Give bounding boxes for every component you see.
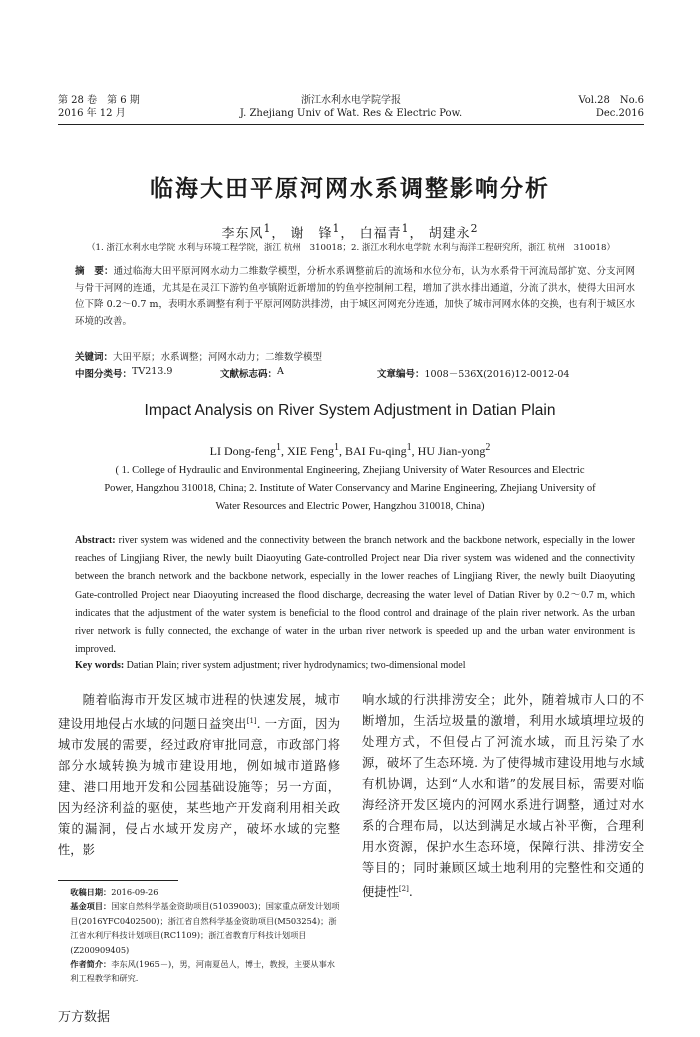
article-number: 文章编号： 1008－536X(2016)12-0012-04: [377, 369, 570, 380]
abstract-en-label: Abstract:: [75, 535, 116, 546]
keywords-cn: [75, 349, 635, 363]
author-name: 胡建永: [428, 226, 471, 242]
author-affil-mark: 2: [485, 442, 491, 453]
abstract-en: [75, 532, 635, 659]
footnote-rule: [58, 880, 178, 881]
author-name-en: BAI Fu-qing: [344, 444, 407, 458]
author-name-en: XIE Feng: [286, 444, 334, 458]
clc-number: 中图分类号： TV213.9: [75, 366, 173, 380]
author-affil-mark: 1: [275, 442, 281, 453]
author-affil-mark: 1: [263, 222, 272, 235]
paper-title-cn: 临海大田平原河网水系调整影响分析: [150, 176, 550, 202]
author-name-en: LI Dong-feng: [209, 444, 276, 458]
header-rule: [58, 124, 644, 125]
keywords-cn-label: 关键词：: [75, 352, 114, 363]
header-journal-name: 浙江水利水电学院学报 J. Zhejiang Univ of Wat. Res & Electric Pow.: [239, 95, 463, 119]
citation-ref: [1]: [246, 717, 257, 725]
header-volume-date-en: Vol.28 No.6 Dec.2016: [578, 95, 644, 119]
author-affil-mark: 1: [401, 222, 410, 235]
received-date: 收稿日期：2016-09-26: [70, 887, 159, 897]
classification-line: [75, 366, 635, 380]
body-column-right: [362, 690, 644, 903]
author-affil-mark: 1: [406, 442, 412, 453]
author-affil-mark: 2: [470, 222, 479, 235]
keywords-en-label: Key words:: [75, 660, 125, 671]
keywords-cn-text: 大田平原；水系调整；河网水动力；二维数学模型: [113, 352, 323, 363]
citation-ref: [2]: [398, 885, 409, 893]
keywords-en: [75, 660, 635, 671]
abstract-en-text: river system was widened and the connectivity between the branch network and the backbone network, especially in the lower reaches of Lingjiang River, the newly built Diaoyuting Gate-controlled Project near Dia river system was widened and the connectivity between the branch network and the backbone network, especially in the lower reaches of Lingjiang River, the newly built Diaoyuting Gate-controlled Project near Diaoyuting increased the flood discharge, decreasing the water level of Datian River by 0.2～0.7 m, which indicates that the adjustment of the water system is beneficial to the flood control and drainage of the plain river network. As the urban river network is fully connected, the exchange of water in the urban river network is speeded up and the urban water environment is improved.: [75, 535, 635, 656]
body-column-left: [58, 690, 340, 861]
keywords-en-text: Datian Plain; river system adjustment; river hydrodynamics; two-dimensional model: [126, 660, 466, 671]
author-affil-mark: 1: [333, 442, 339, 453]
header-volume-issue: 第 28 卷 第 6 期 2016 年 12 月: [58, 95, 140, 119]
journal-header: [58, 94, 644, 124]
author-name: 谢 锋: [290, 226, 333, 242]
wanfang-watermark: 万方数据: [58, 1010, 111, 1025]
abstract-cn-text: 通过临海大田平原河网水动力二维数学模型，分析水系调整前后的流场和水位分布，认为水系骨干河流局部扩宽、分支河网与骨干河网的连通，尤其是在灵江下游钓鱼亭镇附近新增加的钓鱼亭控制闸工程，增加了洪水排出通道，分流了洪水，使得大田河水位下降 0.2～0.7 m，表明水系调整有利于平原河网防洪排涝，由于城区河网充分连通，加快了城市河网水体的交换，也有利于城区水环境的改善。: [75, 266, 635, 327]
abstract-cn-label: 摘 要：: [75, 266, 114, 277]
author-name-en: HU Jian-yong: [417, 444, 486, 458]
author-list-cn: 李东风$^1$， 谢 锋$^1$， 白福青$^1$， 胡建永$^2$: [221, 222, 479, 242]
funding-info: 基金项目：国家自然科学基金资助项目(51039003)；国家重点研发计划项目(2016YFC0402500)；浙江省自然科学基金资助项目(M503254)；浙江省水利厅科技计划项目(RC1109)；浙江省教育厅科技计划项目(Z200909405): [70, 901, 340, 955]
author-affil-mark: 1: [332, 222, 341, 235]
affiliation-cn: （1. 浙江水利水电学院 水利与环境工程学院，浙江 杭州 310018；2. 浙江水利水电学院 水利与海洋工程研究所，浙江 杭州 310018）: [86, 243, 616, 253]
author-name: 李东风: [221, 226, 264, 242]
author-name: 白福青: [359, 226, 402, 242]
document-code: 文献标志码： A: [220, 366, 284, 380]
author-list-en: LI Dong-feng$^1$, XIE Feng$^1$, BAI Fu-qing$^1$, HU Jian-yong$^2$: [209, 442, 491, 458]
abstract-cn: [75, 264, 635, 330]
footnote: [58, 885, 340, 986]
author-bio: 作者简介：李东风(1965－)，男，河南夏邑人，博士，教授，主要从事水利工程教学和研究.: [70, 959, 335, 984]
body-paragraph: 响水域的行洪排涝安全；此外，随着城市人口的不断增加，生活垃圾量的激增，利用水域填埋垃圾的处理方式，不但侵占了河流水域，而且污染了水源，破坏了生态环境. 为了使得城市建设用地与水域有机协调，达到“人水和谐”的发展目标，需要对临海经济开发区境内的河网水系进行调整，通过对水系的合理布局，以达到满足水域占补平衡，合理利用水资源，保护水生态环境，保障行洪、排涝安全等目的；同时兼顾区域土地利用的完整性和交通的便捷性[2].: [362, 693, 644, 900]
body-paragraph: 随着临海市开发区城市进程的快速发展，城市建设用地侵占水域的问题日益突出[1]. 一方面，因为城市发展的需要，经过政府审批同意，市政部门将部分水域转换为城市建设用地，例如城市道路修建、港口用地开发和公园基础设施等；另一方面，因为经济利益的驱使，某些地产开发商利用相关政策的漏洞，侵占水域开发房产，破坏水域的完整性，影: [58, 693, 340, 858]
affiliation-en: ( 1. College of Hydraulic and Environmental Engineering, Zhejiang University of Water Resources and Electric Power, Hangzhou 310018, China; 2. Institute of Water Conservancy and Marine Engineering, Zhejiang University of Water Resources and Electric Power, Hangzhou 310018, China): [104, 465, 596, 512]
paper-title-en: Impact Analysis on River System Adjustment in Datian Plain: [144, 402, 556, 419]
